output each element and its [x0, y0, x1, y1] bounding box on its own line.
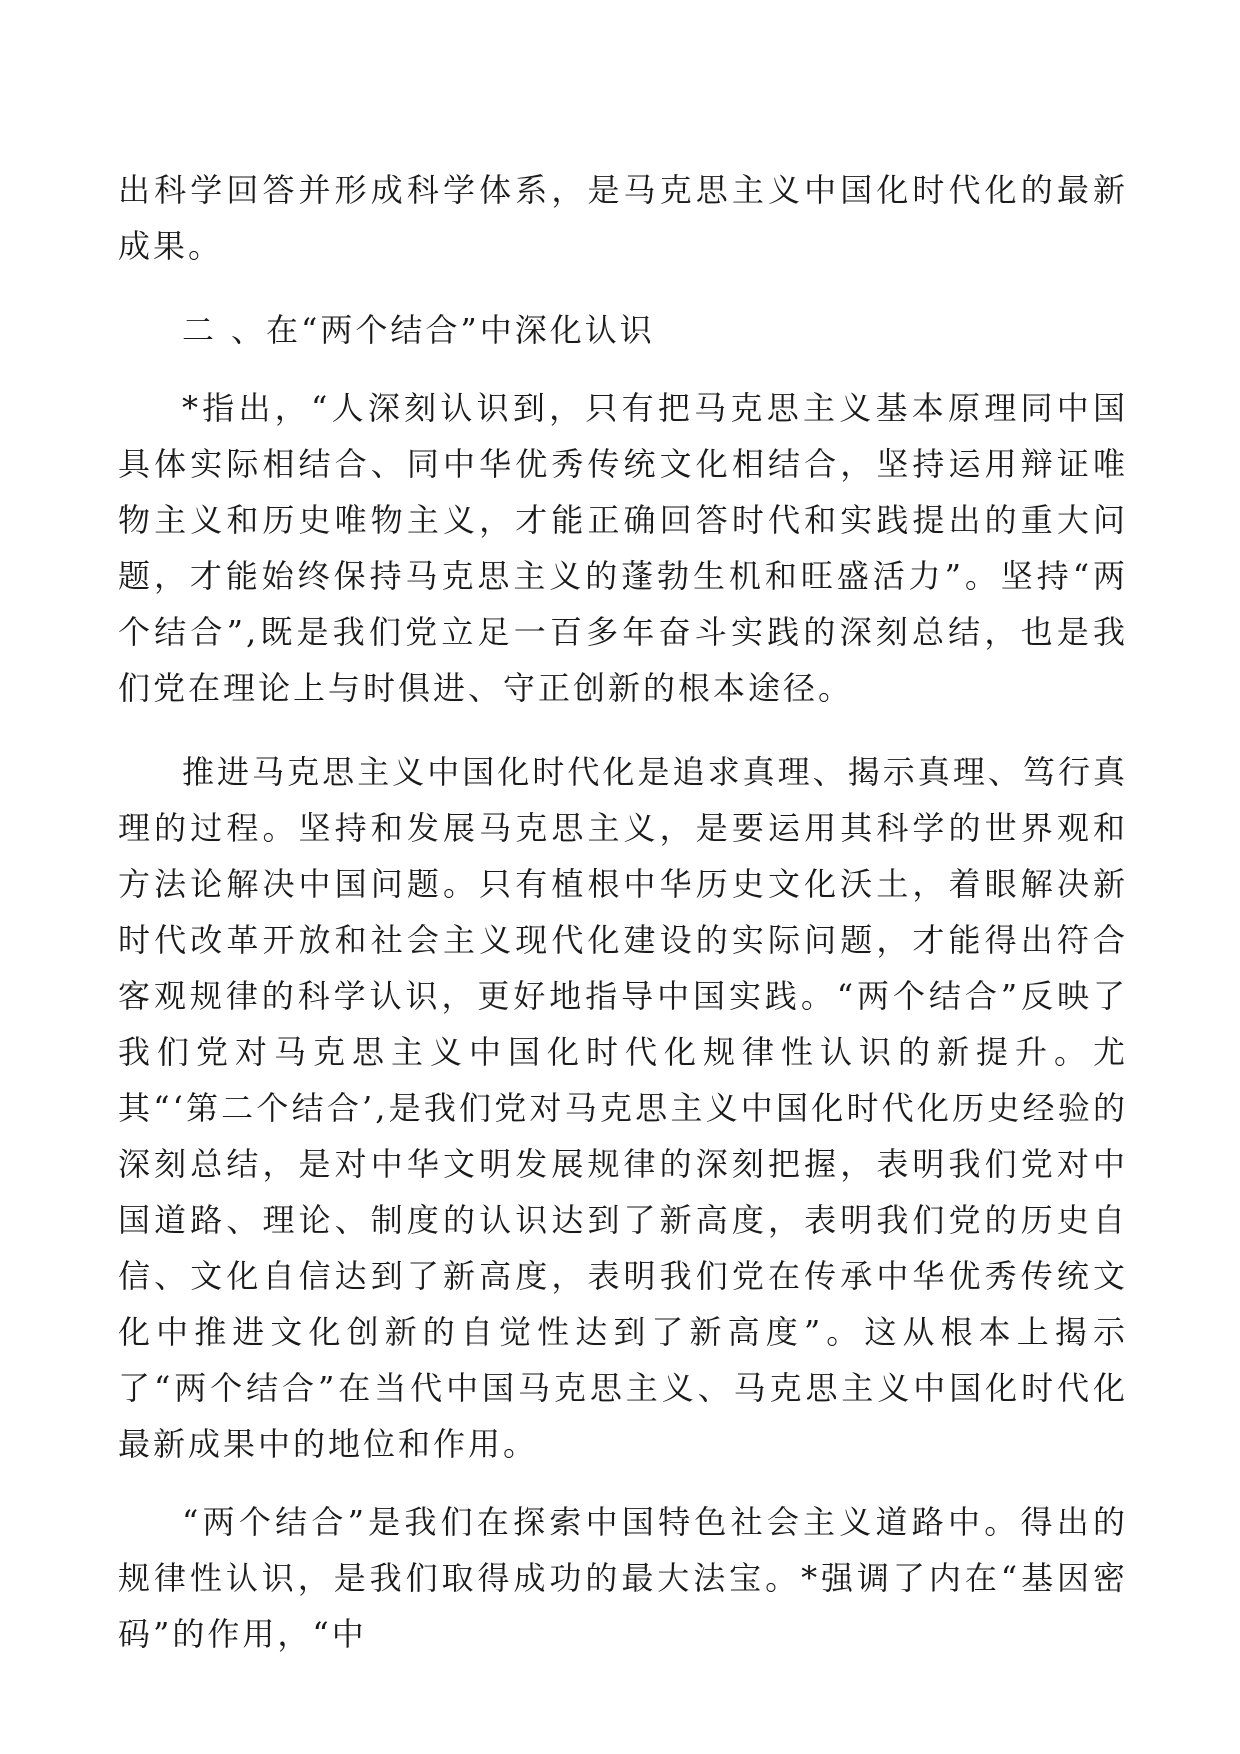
paragraph-continuation: 出科学回答并形成科学体系，是马克思主义中国化时代化的最新成果。: [118, 171, 1128, 265]
section-heading: [118, 302, 1128, 358]
paragraph-quote: *指出，“人深刻认识到，只有把马克思主义基本原理同中国具体实际相结合、同中华优秀传统文化相结合，坚持运用辩证唯物主义和历史唯物主义，才能正确回答时代和实践提出的重大问题，才能始终保持马克思主义的蓬勃生机和旺盛活力”。坚持“两个结合”,既是我们党立足一百多年奋斗实践的深刻总结，也是我们党在理论上与时俱进、守正创新的根本途径。: [118, 389, 1128, 707]
section-number: 二: [182, 311, 218, 349]
document-body: [118, 162, 1128, 1662]
section-title: 、在“两个结合”中深化认识: [231, 311, 655, 349]
paragraph-final: “两个结合”是我们在探索中国特色社会主义道路中。得出的规律性认识，是我们取得成功的最大法宝。*强调了内在“基因密码”的作用，“中: [118, 1503, 1128, 1653]
paragraph-body: 推进马克思主义中国化时代化是追求真理、揭示真理、笃行真理的过程。坚持和发展马克思主义，是要运用其科学的世界观和方法论解决中国问题。只有植根中华历史文化沃土，着眼解决新时代改革开放和社会主义现代化建设的实际问题，才能得出符合客观规律的科学认识，更好地指导中国实践。“两个结合”反映了我们党对马克思主义中国化时代化规律性认识的新提升。尤其“‘第二个结合’,是我们党对马克思主义中国化时代化历史经验的深刻总结，是对中华文明发展规律的深刻把握，表明我们党对中国道路、理论、制度的认识达到了新高度，表明我们党的历史自信、文化自信达到了新高度，表明我们党在传承中华优秀传统文化中推进文化创新的自觉性达到了新高度”。这从根本上揭示了“两个结合”在当代中国马克思主义、马克思主义中国化时代化最新成果中的地位和作用。: [118, 753, 1128, 1463]
